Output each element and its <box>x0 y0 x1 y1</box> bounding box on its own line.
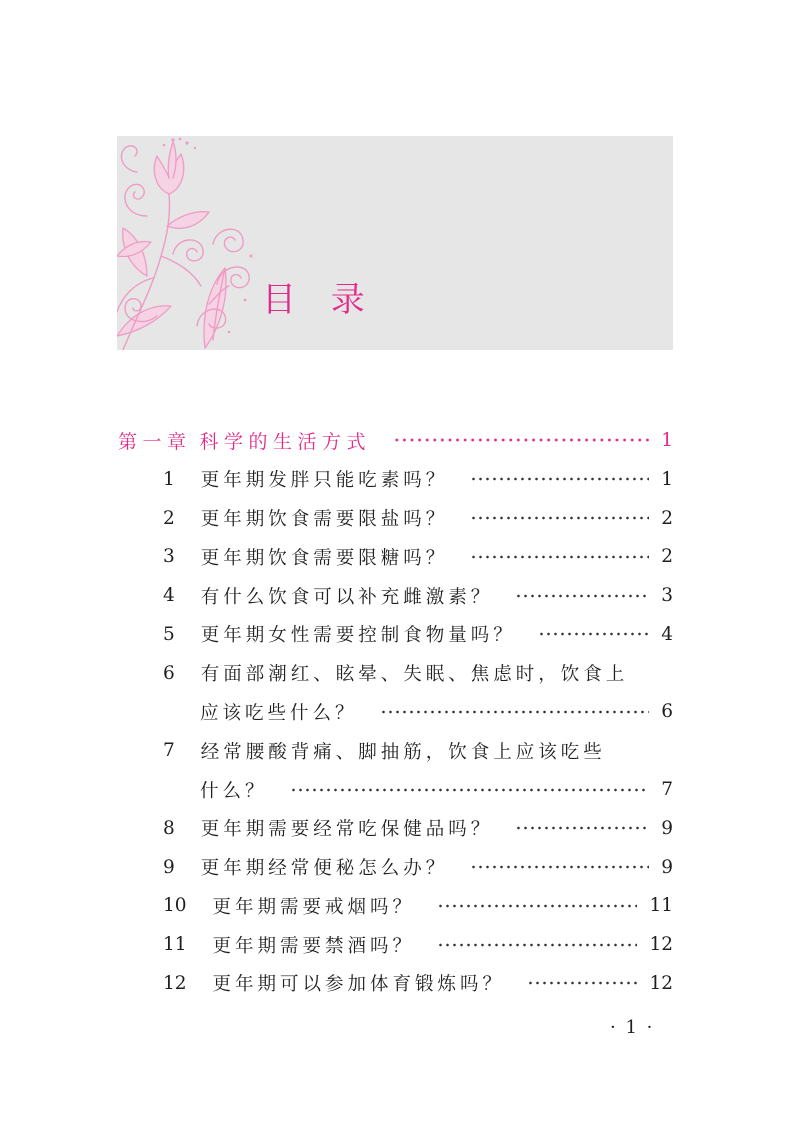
toc-item-number: 1 <box>163 468 175 490</box>
toc-item-title: 更年期发胖只能吃素吗？ <box>200 470 449 492</box>
toc-item-title: 有什么饮食可以补充雌激素？ <box>200 586 494 608</box>
page-number: · 1 · <box>610 1017 653 1038</box>
chapter-label: 第一章 <box>118 430 192 453</box>
toc-item <box>118 848 673 887</box>
toc-item-title: 更年期需要禁酒吗？ <box>212 935 416 957</box>
toc-item-number: 3 <box>163 546 175 568</box>
floral-ornament <box>117 136 257 350</box>
toc-item-page: 9 <box>661 856 673 878</box>
dot-leader <box>393 437 649 443</box>
toc-item-page: 2 <box>661 507 673 529</box>
dot-leader <box>515 825 649 831</box>
toc-item-title: 更年期饮食需要限盐吗？ <box>200 509 449 531</box>
toc-item-number: 10 <box>163 895 187 917</box>
toc-item-page: 11 <box>649 895 673 917</box>
toc-item <box>118 576 673 615</box>
toc-item-page: 6 <box>661 701 673 723</box>
table-of-contents <box>118 420 673 1003</box>
toc-item-number: 12 <box>163 972 187 994</box>
chapter-page: 1 <box>661 429 673 451</box>
toc-item-number: 4 <box>163 585 175 607</box>
toc-item-page: 1 <box>661 468 673 490</box>
toc-item <box>118 499 673 538</box>
toc-item-title: 经常腰酸背痛、脚抽筋，饮食上应该吃些 <box>200 741 606 763</box>
toc-item <box>118 925 673 964</box>
toc-item-continuation <box>118 693 673 732</box>
toc-item-continuation <box>118 770 673 809</box>
dot-leader <box>470 515 649 521</box>
toc-item-page: 12 <box>649 934 673 956</box>
contents-banner <box>117 136 673 350</box>
toc-item-page: 2 <box>661 546 673 568</box>
dot-leader <box>437 942 637 948</box>
toc-item-page: 12 <box>649 972 673 994</box>
chapter-title: 科学的生活方式 <box>199 430 372 453</box>
dot-leader <box>290 787 650 793</box>
toc-item-title: 更年期女性需要控制食物量吗？ <box>200 625 516 647</box>
toc-item-number: 5 <box>163 623 175 645</box>
toc-item-title: 更年期饮食需要限糖吗？ <box>200 547 449 569</box>
toc-item-first-line <box>118 654 673 693</box>
dot-leader <box>437 903 637 909</box>
toc-item-page: 9 <box>661 817 673 839</box>
toc-item-title-continued: 什么？ <box>200 780 268 802</box>
toc-item <box>118 538 673 577</box>
toc-item-number: 7 <box>163 740 175 762</box>
dot-leader <box>470 476 649 482</box>
toc-item-title: 更年期经常便秘怎么办？ <box>200 858 449 880</box>
toc-item-number: 2 <box>163 507 175 529</box>
dot-leader <box>515 593 649 599</box>
toc-item-number: 9 <box>163 856 175 878</box>
dot-leader <box>380 709 650 715</box>
toc-item-title: 有面部潮红、眩晕、失眠、焦虑时，饮食上 <box>200 664 629 686</box>
toc-item-title-continued: 应该吃些什么？ <box>200 702 358 724</box>
toc-item-number: 6 <box>163 662 175 684</box>
toc-item-title: 更年期可以参加体育锻炼吗？ <box>212 974 506 996</box>
toc-item <box>118 886 673 925</box>
ornament-leaves <box>117 142 226 348</box>
toc-item <box>118 460 673 499</box>
dot-leader <box>470 864 649 870</box>
toc-item <box>118 964 673 1003</box>
toc-item-page: 3 <box>661 585 673 607</box>
dot-leader <box>527 980 637 986</box>
toc-item <box>118 731 673 809</box>
toc-item-title: 更年期需要戒烟吗？ <box>212 896 416 918</box>
dot-leader <box>470 554 649 560</box>
toc-chapter <box>118 420 673 460</box>
toc-item <box>118 654 673 732</box>
toc-item <box>118 615 673 654</box>
toc-item-title: 更年期需要经常吃保健品吗？ <box>200 819 494 841</box>
toc-item-number: 8 <box>163 817 175 839</box>
toc-item-page: 4 <box>661 623 673 645</box>
toc-item-page: 7 <box>661 779 673 800</box>
toc-item-number: 11 <box>163 934 187 956</box>
toc-item <box>118 809 673 848</box>
page-title: 目 录 <box>262 280 365 320</box>
dot-leader <box>538 631 649 637</box>
toc-item-first-line <box>118 731 673 770</box>
